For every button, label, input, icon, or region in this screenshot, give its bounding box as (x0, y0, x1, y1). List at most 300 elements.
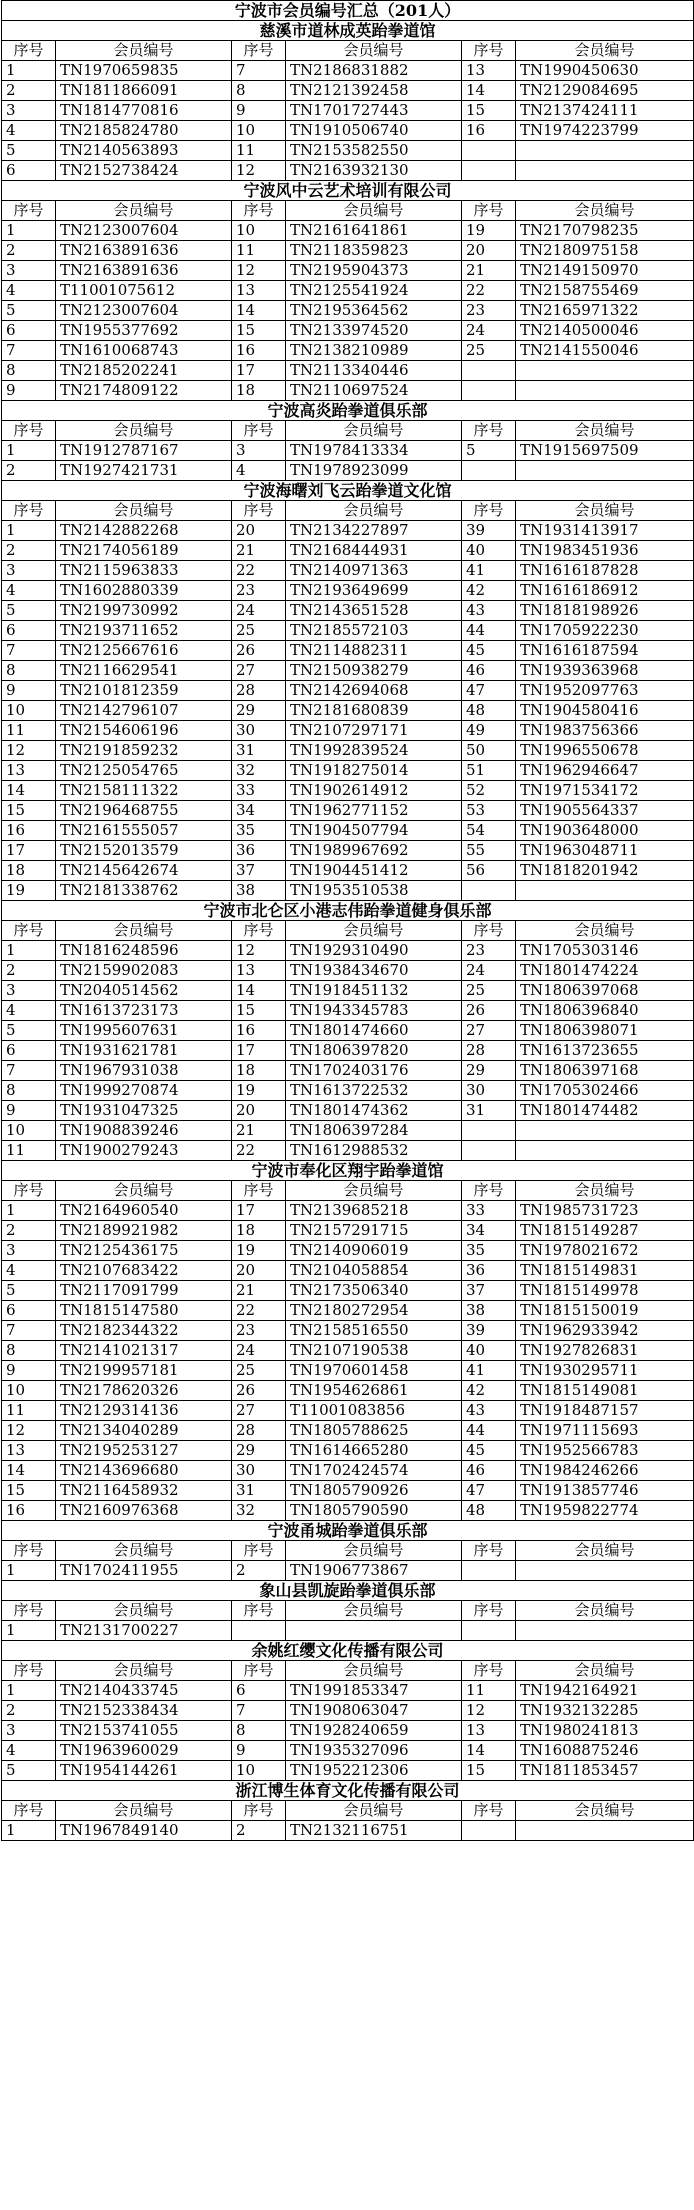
member-id-cell: TN2107190538 (286, 1341, 462, 1361)
member-id-cell: TN1952097763 (516, 681, 694, 701)
seq-header: 序号 (462, 1601, 516, 1621)
empty-cell (462, 881, 516, 901)
seq-cell: 38 (462, 1301, 516, 1321)
seq-cell: 7 (2, 1321, 56, 1341)
member-id-cell: TN1980241813 (516, 1721, 694, 1741)
member-id-cell: TN2152013579 (56, 841, 232, 861)
member-id-cell: TN2186831882 (286, 61, 462, 81)
seq-cell: 39 (462, 1321, 516, 1341)
member-id-header: 会员编号 (286, 1181, 462, 1201)
seq-cell: 17 (2, 841, 56, 861)
seq-cell: 17 (232, 1041, 286, 1061)
member-id-cell: TN1970659835 (56, 61, 232, 81)
member-id-cell: TN1818198926 (516, 601, 694, 621)
empty-cell (462, 1621, 516, 1641)
member-id-cell: TN1995607631 (56, 1021, 232, 1041)
member-id-cell: TN2142694068 (286, 681, 462, 701)
member-id-cell: TN1942164921 (516, 1681, 694, 1701)
member-id-cell: TN2116458932 (56, 1481, 232, 1501)
member-id-header: 会员编号 (56, 1661, 232, 1681)
seq-cell: 31 (232, 1481, 286, 1501)
member-id-cell: TN2113340446 (286, 361, 462, 381)
member-id-cell: TN1818201942 (516, 861, 694, 881)
empty-cell (516, 1141, 694, 1161)
seq-header: 序号 (232, 501, 286, 521)
seq-cell: 20 (232, 521, 286, 541)
table-row (2, 341, 694, 361)
seq-cell: 40 (462, 541, 516, 561)
member-id-header: 会员编号 (516, 921, 694, 941)
member-id-cell: TN1963048711 (516, 841, 694, 861)
member-id-cell: TN1943345783 (286, 1001, 462, 1021)
column-header-row (2, 921, 694, 941)
seq-cell: 11 (462, 1681, 516, 1701)
seq-header: 序号 (232, 1541, 286, 1561)
member-id-cell: TN1815149287 (516, 1221, 694, 1241)
seq-cell: 7 (2, 641, 56, 661)
table-row (2, 621, 694, 641)
seq-cell: 22 (232, 1141, 286, 1161)
member-id-cell: TN1978413334 (286, 441, 462, 461)
member-id-cell: TN2114882311 (286, 641, 462, 661)
seq-cell: 41 (462, 561, 516, 581)
empty-cell (516, 881, 694, 901)
seq-cell: 46 (462, 661, 516, 681)
member-id-cell: TN1610068743 (56, 341, 232, 361)
member-id-cell: TN2168444931 (286, 541, 462, 561)
seq-header: 序号 (232, 1801, 286, 1821)
club-name: 宁波市奉化区翔宇跆拳道馆 (2, 1161, 694, 1181)
table-row (2, 661, 694, 681)
column-header-row (2, 41, 694, 61)
seq-header: 序号 (2, 1541, 56, 1561)
member-id-cell: TN1701727443 (286, 101, 462, 121)
member-id-cell: TN1918487157 (516, 1401, 694, 1421)
seq-header: 序号 (2, 501, 56, 521)
club-title-row (2, 481, 694, 501)
seq-cell: 53 (462, 801, 516, 821)
column-header-row (2, 501, 694, 521)
table-row (2, 701, 694, 721)
table-row (2, 301, 694, 321)
empty-cell (516, 1561, 694, 1581)
seq-cell: 23 (462, 301, 516, 321)
member-id-cell: TN1970601458 (286, 1361, 462, 1381)
member-id-cell: TN1801474660 (286, 1021, 462, 1041)
member-id-cell: TN1612988532 (286, 1141, 462, 1161)
club-title-row (2, 401, 694, 421)
seq-cell: 10 (232, 221, 286, 241)
member-id-cell: TN2158755469 (516, 281, 694, 301)
seq-cell: 11 (2, 721, 56, 741)
club-title-row (2, 1521, 694, 1541)
member-id-cell: TN1928240659 (286, 1721, 462, 1741)
table-row (2, 1041, 694, 1061)
seq-cell: 2 (232, 1561, 286, 1581)
member-id-cell: TN1952212306 (286, 1761, 462, 1781)
member-id-cell: TN2152338434 (56, 1701, 232, 1721)
seq-cell: 21 (232, 1281, 286, 1301)
table-row (2, 1201, 694, 1221)
member-id-cell: TN1962771152 (286, 801, 462, 821)
seq-cell: 13 (462, 61, 516, 81)
member-summary-table (1, 0, 694, 1841)
member-id-cell: TN2134227897 (286, 521, 462, 541)
member-id-cell: TN2140906019 (286, 1241, 462, 1261)
table-row (2, 1081, 694, 1101)
seq-cell: 8 (2, 361, 56, 381)
seq-cell: 31 (232, 741, 286, 761)
seq-cell: 27 (462, 1021, 516, 1041)
seq-cell: 18 (232, 1221, 286, 1241)
seq-cell: 15 (232, 321, 286, 341)
empty-cell (462, 141, 516, 161)
member-id-cell: TN1931413917 (516, 521, 694, 541)
seq-cell: 55 (462, 841, 516, 861)
member-id-cell: TN2110697524 (286, 381, 462, 401)
seq-cell: 40 (462, 1341, 516, 1361)
member-id-cell: TN2193649699 (286, 581, 462, 601)
seq-cell: 2 (2, 1221, 56, 1241)
seq-cell: 39 (462, 521, 516, 541)
seq-header: 序号 (462, 421, 516, 441)
member-id-cell: TN2141550046 (516, 341, 694, 361)
member-id-cell: TN1811853457 (516, 1761, 694, 1781)
seq-cell: 6 (2, 621, 56, 641)
seq-cell: 16 (2, 821, 56, 841)
seq-cell: 16 (462, 121, 516, 141)
seq-cell: 18 (232, 1061, 286, 1081)
member-id-cell: TN1904580416 (516, 701, 694, 721)
club-title-row (2, 181, 694, 201)
empty-cell (462, 1821, 516, 1841)
table-row (2, 1261, 694, 1281)
seq-cell: 27 (232, 1401, 286, 1421)
member-id-cell: TN1959822774 (516, 1501, 694, 1521)
seq-cell: 8 (232, 81, 286, 101)
seq-cell: 14 (462, 81, 516, 101)
member-id-cell: TN1902614912 (286, 781, 462, 801)
member-id-cell: TN2163891636 (56, 261, 232, 281)
seq-cell: 11 (232, 141, 286, 161)
empty-cell (516, 461, 694, 481)
seq-cell: 45 (462, 641, 516, 661)
member-id-cell: TN1963960029 (56, 1741, 232, 1761)
member-id-header: 会员编号 (286, 1601, 462, 1621)
seq-cell: 11 (2, 1141, 56, 1161)
member-id-cell: TN1608875246 (516, 1741, 694, 1761)
seq-cell: 12 (232, 261, 286, 281)
empty-cell (516, 381, 694, 401)
table-row (2, 1721, 694, 1741)
table-row (2, 1221, 694, 1241)
member-id-cell: TN2142882268 (56, 521, 232, 541)
member-id-header: 会员编号 (56, 501, 232, 521)
member-id-cell: TN1915697509 (516, 441, 694, 461)
seq-cell: 3 (2, 101, 56, 121)
member-id-cell: TN1613723173 (56, 1001, 232, 1021)
empty-cell (516, 1121, 694, 1141)
seq-cell: 5 (2, 301, 56, 321)
table-row (2, 521, 694, 541)
seq-cell: 37 (462, 1281, 516, 1301)
empty-cell (462, 1561, 516, 1581)
member-id-cell: TN2180272954 (286, 1301, 462, 1321)
member-id-cell: TN2139685218 (286, 1201, 462, 1221)
table-row (2, 781, 694, 801)
member-id-cell: TN2117091799 (56, 1281, 232, 1301)
member-id-cell: TN2181338762 (56, 881, 232, 901)
empty-cell (462, 1141, 516, 1161)
table-row (2, 1101, 694, 1121)
seq-cell: 9 (2, 1361, 56, 1381)
empty-cell (516, 141, 694, 161)
member-id-cell: TN1815149081 (516, 1381, 694, 1401)
member-id-cell: TN1806397068 (516, 981, 694, 1001)
seq-header: 序号 (2, 41, 56, 61)
table-row (2, 81, 694, 101)
seq-cell: 6 (2, 161, 56, 181)
club-name: 象山县凯旋跆拳道俱乐部 (2, 1581, 694, 1601)
member-id-cell: TN2121392458 (286, 81, 462, 101)
table-row (2, 801, 694, 821)
member-id-header: 会员编号 (286, 41, 462, 61)
member-id-cell: TN2138210989 (286, 341, 462, 361)
member-id-cell: TN2143651528 (286, 601, 462, 621)
seq-cell: 20 (232, 1101, 286, 1121)
table-row (2, 941, 694, 961)
seq-cell: 47 (462, 681, 516, 701)
member-id-cell: TN1932132285 (516, 1701, 694, 1721)
seq-cell: 13 (2, 1441, 56, 1461)
member-id-cell: TN2134040289 (56, 1421, 232, 1441)
seq-cell: 42 (462, 1381, 516, 1401)
member-id-cell: TN1613723655 (516, 1041, 694, 1061)
member-id-cell: TN2154606196 (56, 721, 232, 741)
seq-cell: 2 (2, 461, 56, 481)
club-title-row (2, 901, 694, 921)
member-id-header: 会员编号 (56, 41, 232, 61)
seq-cell: 10 (232, 121, 286, 141)
seq-cell: 19 (2, 881, 56, 901)
seq-cell: 36 (232, 841, 286, 861)
seq-cell: 16 (2, 1501, 56, 1521)
seq-cell: 1 (2, 441, 56, 461)
seq-cell: 16 (232, 341, 286, 361)
seq-cell: 15 (232, 1001, 286, 1021)
table-row (2, 361, 694, 381)
member-id-cell: TN1815150019 (516, 1301, 694, 1321)
table-row (2, 861, 694, 881)
member-id-cell: TN1999270874 (56, 1081, 232, 1101)
seq-cell: 34 (462, 1221, 516, 1241)
table-row (2, 121, 694, 141)
member-id-header: 会员编号 (286, 421, 462, 441)
member-id-cell: TN1929310490 (286, 941, 462, 961)
member-id-cell: TN2118359823 (286, 241, 462, 261)
seq-cell: 31 (462, 1101, 516, 1121)
member-id-cell: TN2149150970 (516, 261, 694, 281)
table-row (2, 261, 694, 281)
member-id-cell: TN1912787167 (56, 441, 232, 461)
member-id-header: 会员编号 (516, 41, 694, 61)
seq-cell: 41 (462, 1361, 516, 1381)
seq-cell: 23 (232, 581, 286, 601)
seq-cell: 12 (2, 741, 56, 761)
member-id-cell: TN1816248596 (56, 941, 232, 961)
column-header-row (2, 1661, 694, 1681)
member-id-cell: TN1913857746 (516, 1481, 694, 1501)
member-id-header: 会员编号 (516, 501, 694, 521)
seq-cell: 12 (2, 1421, 56, 1441)
member-id-cell: TN2101812359 (56, 681, 232, 701)
seq-header: 序号 (462, 201, 516, 221)
seq-cell: 21 (462, 261, 516, 281)
seq-cell: 44 (462, 621, 516, 641)
seq-cell: 14 (232, 981, 286, 1001)
club-name: 宁波风中云艺术培训有限公司 (2, 181, 694, 201)
seq-cell: 24 (462, 321, 516, 341)
member-id-cell: TN1614665280 (286, 1441, 462, 1461)
seq-header: 序号 (2, 1661, 56, 1681)
member-id-cell: TN2129084695 (516, 81, 694, 101)
member-id-cell: TN1967849140 (56, 1821, 232, 1841)
member-id-cell: TN2129314136 (56, 1401, 232, 1421)
table-row (2, 961, 694, 981)
member-id-cell: TN2158516550 (286, 1321, 462, 1341)
table-row (2, 1701, 694, 1721)
club-name: 慈溪市道林成英跆拳道馆 (2, 21, 694, 41)
empty-cell (516, 161, 694, 181)
seq-cell: 3 (2, 261, 56, 281)
club-name: 宁波市北仑区小港志伟跆拳道健身俱乐部 (2, 901, 694, 921)
seq-cell: 1 (2, 941, 56, 961)
seq-cell: 7 (232, 61, 286, 81)
member-id-cell: TN2161641861 (286, 221, 462, 241)
seq-cell: 4 (2, 121, 56, 141)
empty-cell (516, 1821, 694, 1841)
seq-header: 序号 (462, 921, 516, 941)
seq-cell: 30 (462, 1081, 516, 1101)
member-id-header: 会员编号 (56, 421, 232, 441)
seq-header: 序号 (2, 1801, 56, 1821)
seq-cell: 12 (232, 941, 286, 961)
table-row (2, 1561, 694, 1581)
member-id-cell: TN2199730992 (56, 601, 232, 621)
seq-cell: 5 (2, 1761, 56, 1781)
table-row (2, 321, 694, 341)
empty-cell (516, 361, 694, 381)
seq-cell: 15 (2, 801, 56, 821)
seq-cell: 12 (462, 1701, 516, 1721)
seq-cell: 1 (2, 1201, 56, 1221)
member-id-cell: TN2199957181 (56, 1361, 232, 1381)
member-id-cell: TN2174056189 (56, 541, 232, 561)
page-title: 宁波市会员编号汇总（201人） (2, 1, 694, 21)
member-id-cell: TN2163891636 (56, 241, 232, 261)
table-row (2, 1241, 694, 1261)
seq-cell: 44 (462, 1421, 516, 1441)
seq-cell: 33 (232, 781, 286, 801)
table-row (2, 641, 694, 661)
seq-cell: 32 (232, 1501, 286, 1521)
member-id-cell: TN2150938279 (286, 661, 462, 681)
seq-header: 序号 (462, 1801, 516, 1821)
seq-cell: 3 (2, 1721, 56, 1741)
empty-cell (462, 1121, 516, 1141)
seq-cell: 2 (2, 241, 56, 261)
seq-header: 序号 (462, 1541, 516, 1561)
member-id-cell: TN2107683422 (56, 1261, 232, 1281)
member-id-cell: TN2116629541 (56, 661, 232, 681)
member-id-cell: TN2163932130 (286, 161, 462, 181)
member-id-cell: TN1985731723 (516, 1201, 694, 1221)
member-id-header: 会员编号 (286, 1801, 462, 1821)
table-row (2, 1381, 694, 1401)
member-id-header: 会员编号 (286, 201, 462, 221)
member-id-cell: TN2160976368 (56, 1501, 232, 1521)
seq-cell: 4 (2, 1001, 56, 1021)
table-row (2, 161, 694, 181)
member-id-cell: TN1815149831 (516, 1261, 694, 1281)
empty-cell (462, 161, 516, 181)
seq-cell: 7 (232, 1701, 286, 1721)
member-id-cell: TN2123007604 (56, 221, 232, 241)
seq-cell: 6 (232, 1681, 286, 1701)
member-id-header: 会员编号 (56, 921, 232, 941)
member-id-header: 会员编号 (516, 1801, 694, 1821)
member-id-cell: TN2040514562 (56, 981, 232, 1001)
seq-cell: 29 (232, 701, 286, 721)
seq-cell: 10 (2, 701, 56, 721)
seq-cell: 9 (232, 1741, 286, 1761)
seq-cell: 1 (2, 521, 56, 541)
member-id-cell: TN2185572103 (286, 621, 462, 641)
table-row (2, 681, 694, 701)
seq-header: 序号 (232, 921, 286, 941)
seq-cell: 28 (232, 1421, 286, 1441)
member-id-cell: TN2133974520 (286, 321, 462, 341)
table-row (2, 721, 694, 741)
seq-cell: 13 (232, 961, 286, 981)
table-row (2, 1501, 694, 1521)
table-row (2, 1741, 694, 1761)
member-id-cell: TN2164960540 (56, 1201, 232, 1221)
table-row (2, 461, 694, 481)
seq-cell: 13 (232, 281, 286, 301)
seq-cell: 1 (2, 61, 56, 81)
seq-cell: 54 (462, 821, 516, 841)
seq-cell: 3 (2, 1241, 56, 1261)
seq-cell: 42 (462, 581, 516, 601)
club-name: 浙江博生体育文化传播有限公司 (2, 1781, 694, 1801)
member-id-header: 会员编号 (56, 1541, 232, 1561)
column-header-row (2, 201, 694, 221)
seq-cell: 24 (232, 1341, 286, 1361)
seq-cell: 16 (232, 1021, 286, 1041)
seq-cell: 1 (2, 221, 56, 241)
table-row (2, 841, 694, 861)
seq-cell: 14 (232, 301, 286, 321)
member-id-cell: TN1971534172 (516, 781, 694, 801)
member-id-cell: TN1806397168 (516, 1061, 694, 1081)
seq-cell: 9 (232, 101, 286, 121)
seq-cell: 15 (2, 1481, 56, 1501)
seq-cell: 9 (2, 1101, 56, 1121)
seq-cell: 30 (232, 1461, 286, 1481)
seq-cell: 11 (2, 1401, 56, 1421)
seq-cell: 35 (462, 1241, 516, 1261)
